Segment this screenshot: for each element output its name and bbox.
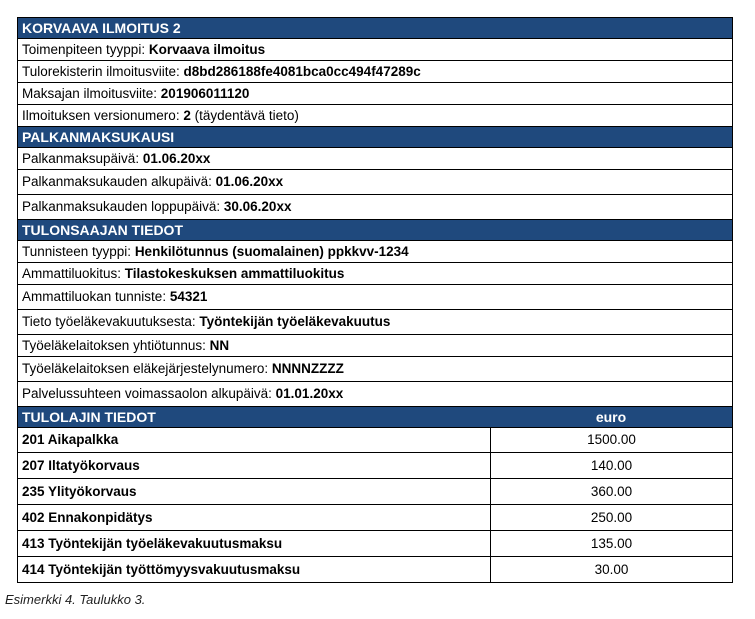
row-label: Palkanmaksukauden alkupäivä:	[22, 174, 216, 189]
row-value: Henkilötunnus (suomalainen) ppkkvv-1234	[134, 244, 409, 259]
row-value: NNNNZZZZ	[271, 361, 344, 376]
row-label: Palvelussuhteen voimassaolon alkupäivä:	[22, 386, 276, 401]
row-label: Palkanmaksupäivä:	[22, 151, 143, 166]
row-value: 54321	[169, 289, 208, 304]
income-amount: 140.00	[590, 458, 633, 473]
table-row	[18, 478, 732, 504]
row-label: Toimenpiteen tyyppi:	[22, 42, 149, 57]
section-header-tulolajin-tiedot	[18, 406, 732, 427]
income-type-name: 402 Ennakonpidätys	[18, 505, 491, 530]
income-type-header: TULOLAJIN TIEDOT	[22, 409, 156, 425]
info-row	[18, 82, 732, 104]
currency-header: euro	[595, 409, 627, 425]
row-label: Ilmoituksen versionumero:	[22, 108, 184, 123]
info-row	[18, 284, 732, 309]
info-row	[18, 240, 732, 262]
income-type-name: 207 Iltatyökorvaus	[18, 453, 491, 478]
table-caption: Esimerkki 4. Taulukko 3.	[5, 592, 146, 607]
income-amount: 1500.00	[587, 432, 636, 447]
info-row	[18, 309, 732, 334]
row-value: NN	[209, 338, 230, 353]
table-row	[18, 504, 732, 530]
table-row	[18, 427, 732, 452]
info-row	[18, 334, 732, 356]
income-amount: 360.00	[590, 484, 633, 499]
row-value: d8bd286188fe4081bca0cc494f47289c	[183, 64, 421, 79]
row-value: 01.06.20xx	[142, 151, 211, 166]
row-value: 01.06.20xx	[215, 174, 284, 189]
report-table	[17, 17, 733, 583]
info-row	[18, 104, 732, 126]
table-row	[18, 452, 732, 478]
section-header-palkanmaksukausi: PALKANMAKSUKAUSI	[18, 126, 732, 147]
row-label: Tulorekisterin ilmoitusviite:	[22, 64, 184, 79]
info-row	[18, 60, 732, 82]
info-row	[18, 381, 732, 406]
income-amount: 135.00	[590, 536, 633, 551]
row-value: 201906011120	[160, 86, 250, 101]
info-row	[18, 169, 732, 194]
info-row	[18, 147, 732, 169]
income-amount: 30.00	[594, 562, 629, 577]
info-row	[18, 262, 732, 284]
row-label: Työeläkelaitoksen eläkejärjestelynumero:	[22, 361, 272, 376]
row-label: Tunnisteen tyyppi:	[22, 244, 135, 259]
table-row	[18, 530, 732, 556]
income-type-name: 413 Työntekijän työeläkevakuutusmaksu	[18, 531, 491, 556]
table-row	[18, 556, 732, 582]
row-value: Korvaava ilmoitus	[148, 42, 266, 57]
income-type-name: 201 Aikapalkka	[18, 428, 491, 452]
info-row	[18, 356, 732, 381]
row-value: Tilastokeskuksen ammattiluokitus	[124, 266, 345, 281]
income-type-name: 235 Ylityökorvaus	[18, 479, 491, 504]
row-value: Työntekijän työeläkevakuutus	[199, 314, 391, 329]
row-value: 01.01.20xx	[275, 386, 344, 401]
row-suffix: (täydentävä tieto)	[190, 108, 299, 123]
section-header-korvaava-ilmoitus: KORVAAVA ILMOITUS 2	[18, 17, 732, 38]
row-label: Ammattiluokitus:	[22, 266, 125, 281]
income-type-name: 414 Työntekijän työttömyysvakuutusmaksu	[18, 557, 491, 582]
row-label: Palkanmaksukauden loppupäivä:	[22, 199, 224, 214]
section-header-tulonsaajan-tiedot: TULONSAAJAN TIEDOT	[18, 219, 732, 240]
row-label: Työeläkelaitoksen yhtiötunnus:	[22, 338, 210, 353]
income-amount: 250.00	[590, 510, 633, 525]
info-row	[18, 38, 732, 60]
row-label: Maksajan ilmoitusviite:	[22, 86, 161, 101]
row-label: Tieto työeläkevakuutuksesta:	[22, 314, 200, 329]
row-value: 2	[183, 108, 191, 123]
row-label: Ammattiluokan tunniste:	[22, 289, 170, 304]
info-row	[18, 194, 732, 219]
row-value: 30.06.20xx	[223, 199, 292, 214]
